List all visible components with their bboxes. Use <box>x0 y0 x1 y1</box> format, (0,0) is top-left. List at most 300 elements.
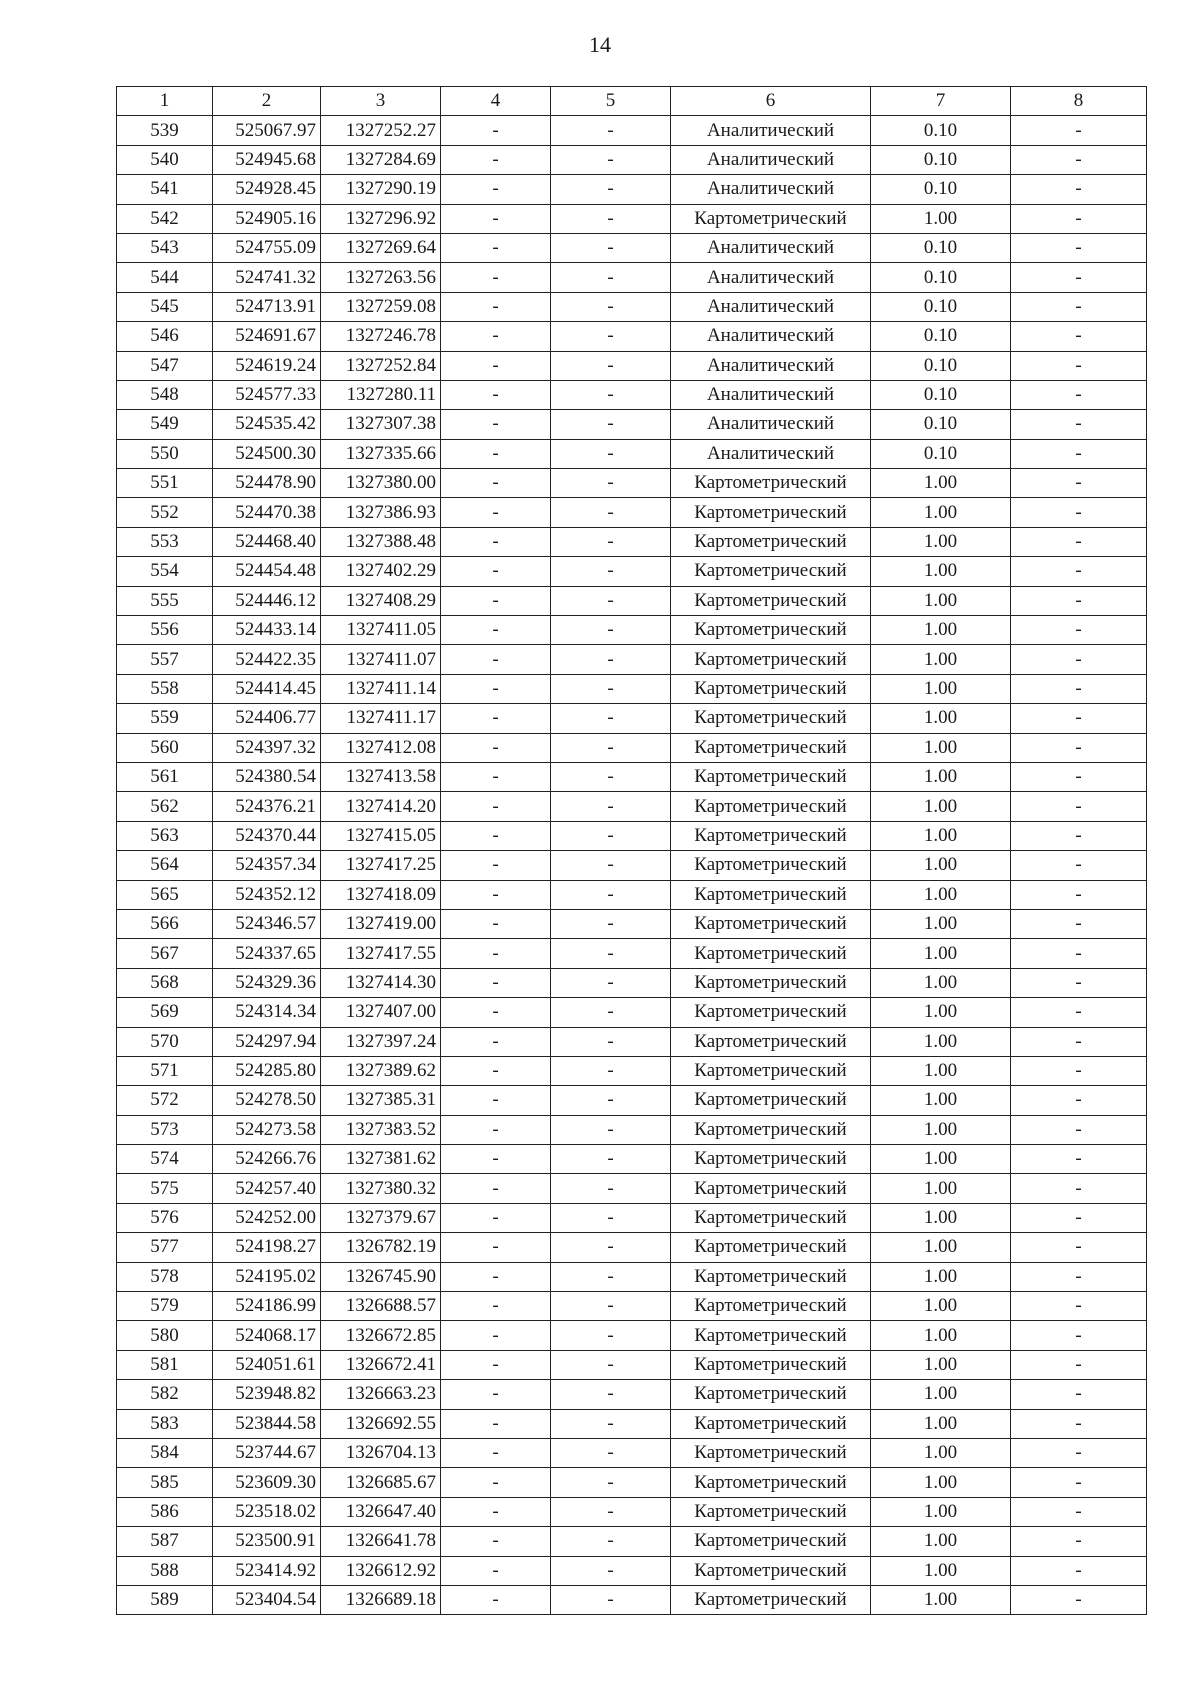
col4-cell: - <box>441 498 551 527</box>
col4-cell: - <box>441 1292 551 1321</box>
col4-cell: - <box>441 204 551 233</box>
table-row <box>117 1056 1147 1085</box>
accuracy-cell: 1.00 <box>871 1086 1011 1115</box>
method-cell: Картометрический <box>671 586 871 615</box>
col4-cell: - <box>441 469 551 498</box>
method-cell: Картометрический <box>671 557 871 586</box>
col4-cell: - <box>441 674 551 703</box>
accuracy-cell: 1.00 <box>871 998 1011 1027</box>
y-coordinate-cell: 1326672.85 <box>321 1321 441 1350</box>
y-coordinate-cell: 1326782.19 <box>321 1233 441 1262</box>
col8-cell: - <box>1011 263 1147 292</box>
col5-cell: - <box>551 1438 671 1467</box>
col8-cell: - <box>1011 292 1147 321</box>
x-coordinate-cell: 524446.12 <box>213 586 321 615</box>
point-number-cell: 542 <box>117 204 213 233</box>
table-row <box>117 233 1147 262</box>
table-row <box>117 498 1147 527</box>
y-coordinate-cell: 1327246.78 <box>321 322 441 351</box>
x-coordinate-cell: 524619.24 <box>213 351 321 380</box>
x-coordinate-cell: 524478.90 <box>213 469 321 498</box>
point-number-cell: 547 <box>117 351 213 380</box>
x-coordinate-cell: 524314.34 <box>213 998 321 1027</box>
col4-cell: - <box>441 1027 551 1056</box>
method-cell: Картометрический <box>671 1145 871 1174</box>
method-cell: Картометрический <box>671 1292 871 1321</box>
col5-cell: - <box>551 410 671 439</box>
method-cell: Картометрический <box>671 733 871 762</box>
point-number-cell: 556 <box>117 616 213 645</box>
table-row <box>117 645 1147 674</box>
col4-cell: - <box>441 380 551 409</box>
col4-cell: - <box>441 851 551 880</box>
y-coordinate-cell: 1326641.78 <box>321 1527 441 1556</box>
col4-cell: - <box>441 645 551 674</box>
col5-cell: - <box>551 1380 671 1409</box>
col4-cell: - <box>441 1497 551 1526</box>
method-cell: Картометрический <box>671 645 871 674</box>
point-number-cell: 558 <box>117 674 213 703</box>
x-coordinate-cell: 523404.54 <box>213 1585 321 1614</box>
x-coordinate-cell: 524337.65 <box>213 939 321 968</box>
col5-cell: - <box>551 204 671 233</box>
col4-cell: - <box>441 762 551 791</box>
x-coordinate-cell: 524713.91 <box>213 292 321 321</box>
coordinates-table <box>116 86 1147 1615</box>
col5-cell: - <box>551 821 671 850</box>
accuracy-cell: 0.10 <box>871 145 1011 174</box>
x-coordinate-cell: 524329.36 <box>213 968 321 997</box>
method-cell: Картометрический <box>671 1409 871 1438</box>
col5-cell: - <box>551 439 671 468</box>
point-number-cell: 575 <box>117 1174 213 1203</box>
table-row <box>117 145 1147 174</box>
col4-cell: - <box>441 821 551 850</box>
x-coordinate-cell: 524257.40 <box>213 1174 321 1203</box>
y-coordinate-cell: 1327419.00 <box>321 909 441 938</box>
table-row <box>117 1321 1147 1350</box>
col4-cell: - <box>441 145 551 174</box>
point-number-cell: 541 <box>117 175 213 204</box>
x-coordinate-cell: 524285.80 <box>213 1056 321 1085</box>
col5-cell: - <box>551 851 671 880</box>
x-coordinate-cell: 524741.32 <box>213 263 321 292</box>
col4-cell: - <box>441 1056 551 1085</box>
point-number-cell: 546 <box>117 322 213 351</box>
accuracy-cell: 1.00 <box>871 498 1011 527</box>
column-header: 6 <box>671 87 871 116</box>
accuracy-cell: 1.00 <box>871 762 1011 791</box>
col5-cell: - <box>551 1350 671 1379</box>
accuracy-cell: 0.10 <box>871 233 1011 262</box>
col4-cell: - <box>441 1438 551 1467</box>
col5-cell: - <box>551 1468 671 1497</box>
col5-cell: - <box>551 557 671 586</box>
point-number-cell: 549 <box>117 410 213 439</box>
y-coordinate-cell: 1327414.20 <box>321 792 441 821</box>
accuracy-cell: 1.00 <box>871 1438 1011 1467</box>
y-coordinate-cell: 1327411.14 <box>321 674 441 703</box>
method-cell: Картометрический <box>671 939 871 968</box>
table-row <box>117 469 1147 498</box>
accuracy-cell: 1.00 <box>871 1262 1011 1291</box>
y-coordinate-cell: 1327284.69 <box>321 145 441 174</box>
x-coordinate-cell: 524928.45 <box>213 175 321 204</box>
col5-cell: - <box>551 1174 671 1203</box>
point-number-cell: 565 <box>117 880 213 909</box>
table-row <box>117 792 1147 821</box>
method-cell: Картометрический <box>671 1174 871 1203</box>
col4-cell: - <box>441 1233 551 1262</box>
method-cell: Картометрический <box>671 1086 871 1115</box>
method-cell: Аналитический <box>671 439 871 468</box>
accuracy-cell: 1.00 <box>871 1056 1011 1085</box>
x-coordinate-cell: 524470.38 <box>213 498 321 527</box>
col4-cell: - <box>441 263 551 292</box>
col4-cell: - <box>441 1527 551 1556</box>
col5-cell: - <box>551 380 671 409</box>
col5-cell: - <box>551 968 671 997</box>
col5-cell: - <box>551 1527 671 1556</box>
y-coordinate-cell: 1327413.58 <box>321 762 441 791</box>
col5-cell: - <box>551 1321 671 1350</box>
col5-cell: - <box>551 1027 671 1056</box>
col4-cell: - <box>441 233 551 262</box>
point-number-cell: 585 <box>117 1468 213 1497</box>
accuracy-cell: 1.00 <box>871 1233 1011 1262</box>
col8-cell: - <box>1011 1585 1147 1614</box>
method-cell: Картометрический <box>671 1468 871 1497</box>
method-cell: Картометрический <box>671 1115 871 1144</box>
column-header: 4 <box>441 87 551 116</box>
table-row <box>117 616 1147 645</box>
table-row <box>117 733 1147 762</box>
col4-cell: - <box>441 410 551 439</box>
x-coordinate-cell: 523500.91 <box>213 1527 321 1556</box>
accuracy-cell: 1.00 <box>871 645 1011 674</box>
col8-cell: - <box>1011 1321 1147 1350</box>
accuracy-cell: 1.00 <box>871 880 1011 909</box>
y-coordinate-cell: 1326689.18 <box>321 1585 441 1614</box>
method-cell: Аналитический <box>671 145 871 174</box>
col8-cell: - <box>1011 1145 1147 1174</box>
point-number-cell: 586 <box>117 1497 213 1526</box>
col4-cell: - <box>441 116 551 145</box>
method-cell: Картометрический <box>671 1233 871 1262</box>
table-row <box>117 1527 1147 1556</box>
col8-cell: - <box>1011 1174 1147 1203</box>
col4-cell: - <box>441 439 551 468</box>
col5-cell: - <box>551 145 671 174</box>
col5-cell: - <box>551 1409 671 1438</box>
method-cell: Картометрический <box>671 968 871 997</box>
x-coordinate-cell: 524198.27 <box>213 1233 321 1262</box>
accuracy-cell: 1.00 <box>871 909 1011 938</box>
accuracy-cell: 1.00 <box>871 851 1011 880</box>
table-row <box>117 380 1147 409</box>
table-row <box>117 1468 1147 1497</box>
y-coordinate-cell: 1327381.62 <box>321 1145 441 1174</box>
column-header: 3 <box>321 87 441 116</box>
y-coordinate-cell: 1327386.93 <box>321 498 441 527</box>
x-coordinate-cell: 524252.00 <box>213 1203 321 1232</box>
point-number-cell: 543 <box>117 233 213 262</box>
y-coordinate-cell: 1327385.31 <box>321 1086 441 1115</box>
y-coordinate-cell: 1327259.08 <box>321 292 441 321</box>
col5-cell: - <box>551 1056 671 1085</box>
col8-cell: - <box>1011 145 1147 174</box>
col4-cell: - <box>441 1321 551 1350</box>
col5-cell: - <box>551 880 671 909</box>
point-number-cell: 580 <box>117 1321 213 1350</box>
method-cell: Картометрический <box>671 880 871 909</box>
x-coordinate-cell: 524577.33 <box>213 380 321 409</box>
col8-cell: - <box>1011 1438 1147 1467</box>
col5-cell: - <box>551 1556 671 1585</box>
col5-cell: - <box>551 351 671 380</box>
point-number-cell: 553 <box>117 527 213 556</box>
table-header-row <box>117 87 1147 116</box>
method-cell: Картометрический <box>671 1497 871 1526</box>
col4-cell: - <box>441 1262 551 1291</box>
point-number-cell: 576 <box>117 1203 213 1232</box>
point-number-cell: 569 <box>117 998 213 1027</box>
col5-cell: - <box>551 645 671 674</box>
y-coordinate-cell: 1327383.52 <box>321 1115 441 1144</box>
accuracy-cell: 1.00 <box>871 469 1011 498</box>
y-coordinate-cell: 1327415.05 <box>321 821 441 850</box>
col4-cell: - <box>441 322 551 351</box>
accuracy-cell: 0.10 <box>871 380 1011 409</box>
y-coordinate-cell: 1326685.67 <box>321 1468 441 1497</box>
method-cell: Картометрический <box>671 792 871 821</box>
table-row <box>117 1380 1147 1409</box>
table-row <box>117 1262 1147 1291</box>
x-coordinate-cell: 524535.42 <box>213 410 321 439</box>
y-coordinate-cell: 1327252.84 <box>321 351 441 380</box>
accuracy-cell: 1.00 <box>871 1380 1011 1409</box>
table-row <box>117 1086 1147 1115</box>
table-row <box>117 821 1147 850</box>
x-coordinate-cell: 524468.40 <box>213 527 321 556</box>
table-row <box>117 175 1147 204</box>
accuracy-cell: 0.10 <box>871 263 1011 292</box>
y-coordinate-cell: 1327380.00 <box>321 469 441 498</box>
method-cell: Картометрический <box>671 527 871 556</box>
col8-cell: - <box>1011 821 1147 850</box>
col4-cell: - <box>441 1585 551 1614</box>
y-coordinate-cell: 1327408.29 <box>321 586 441 615</box>
col8-cell: - <box>1011 1086 1147 1115</box>
x-coordinate-cell: 524297.94 <box>213 1027 321 1056</box>
col5-cell: - <box>551 1497 671 1526</box>
y-coordinate-cell: 1326745.90 <box>321 1262 441 1291</box>
col8-cell: - <box>1011 880 1147 909</box>
accuracy-cell: 1.00 <box>871 821 1011 850</box>
table-row <box>117 674 1147 703</box>
accuracy-cell: 1.00 <box>871 704 1011 733</box>
column-header: 1 <box>117 87 213 116</box>
method-cell: Картометрический <box>671 1262 871 1291</box>
col8-cell: - <box>1011 1527 1147 1556</box>
method-cell: Картометрический <box>671 762 871 791</box>
y-coordinate-cell: 1327411.07 <box>321 645 441 674</box>
accuracy-cell: 1.00 <box>871 1468 1011 1497</box>
col5-cell: - <box>551 175 671 204</box>
y-coordinate-cell: 1327402.29 <box>321 557 441 586</box>
method-cell: Картометрический <box>671 498 871 527</box>
y-coordinate-cell: 1327412.08 <box>321 733 441 762</box>
col8-cell: - <box>1011 439 1147 468</box>
col5-cell: - <box>551 586 671 615</box>
col8-cell: - <box>1011 1115 1147 1144</box>
col8-cell: - <box>1011 733 1147 762</box>
y-coordinate-cell: 1327307.38 <box>321 410 441 439</box>
col8-cell: - <box>1011 909 1147 938</box>
accuracy-cell: 1.00 <box>871 674 1011 703</box>
column-header: 2 <box>213 87 321 116</box>
table-body <box>117 116 1147 1615</box>
col8-cell: - <box>1011 322 1147 351</box>
y-coordinate-cell: 1327379.67 <box>321 1203 441 1232</box>
point-number-cell: 566 <box>117 909 213 938</box>
point-number-cell: 540 <box>117 145 213 174</box>
col8-cell: - <box>1011 1203 1147 1232</box>
col4-cell: - <box>441 175 551 204</box>
accuracy-cell: 0.10 <box>871 175 1011 204</box>
column-header: 7 <box>871 87 1011 116</box>
x-coordinate-cell: 523844.58 <box>213 1409 321 1438</box>
col5-cell: - <box>551 1585 671 1614</box>
col4-cell: - <box>441 527 551 556</box>
col5-cell: - <box>551 527 671 556</box>
accuracy-cell: 1.00 <box>871 1292 1011 1321</box>
method-cell: Картометрический <box>671 1585 871 1614</box>
x-coordinate-cell: 524273.58 <box>213 1115 321 1144</box>
accuracy-cell: 1.00 <box>871 1409 1011 1438</box>
table-row <box>117 322 1147 351</box>
method-cell: Картометрический <box>671 998 871 1027</box>
col8-cell: - <box>1011 351 1147 380</box>
y-coordinate-cell: 1326647.40 <box>321 1497 441 1526</box>
col8-cell: - <box>1011 1292 1147 1321</box>
col8-cell: - <box>1011 1556 1147 1585</box>
point-number-cell: 581 <box>117 1350 213 1379</box>
point-number-cell: 560 <box>117 733 213 762</box>
page-number: 14 <box>589 32 611 57</box>
x-coordinate-cell: 524422.35 <box>213 645 321 674</box>
table-row <box>117 586 1147 615</box>
point-number-cell: 572 <box>117 1086 213 1115</box>
col4-cell: - <box>441 616 551 645</box>
point-number-cell: 583 <box>117 1409 213 1438</box>
x-coordinate-cell: 524433.14 <box>213 616 321 645</box>
y-coordinate-cell: 1327389.62 <box>321 1056 441 1085</box>
col8-cell: - <box>1011 1409 1147 1438</box>
x-coordinate-cell: 523609.30 <box>213 1468 321 1497</box>
y-coordinate-cell: 1327290.19 <box>321 175 441 204</box>
method-cell: Аналитический <box>671 410 871 439</box>
accuracy-cell: 1.00 <box>871 1321 1011 1350</box>
accuracy-cell: 1.00 <box>871 1350 1011 1379</box>
method-cell: Картометрический <box>671 1527 871 1556</box>
col5-cell: - <box>551 469 671 498</box>
method-cell: Картометрический <box>671 616 871 645</box>
point-number-cell: 564 <box>117 851 213 880</box>
x-coordinate-cell: 523744.67 <box>213 1438 321 1467</box>
point-number-cell: 567 <box>117 939 213 968</box>
accuracy-cell: 1.00 <box>871 527 1011 556</box>
col4-cell: - <box>441 1468 551 1497</box>
table-row <box>117 1027 1147 1056</box>
method-cell: Картометрический <box>671 821 871 850</box>
col5-cell: - <box>551 733 671 762</box>
point-number-cell: 555 <box>117 586 213 615</box>
col8-cell: - <box>1011 116 1147 145</box>
method-cell: Картометрический <box>671 1321 871 1350</box>
point-number-cell: 571 <box>117 1056 213 1085</box>
x-coordinate-cell: 524691.67 <box>213 322 321 351</box>
table-row <box>117 968 1147 997</box>
col4-cell: - <box>441 557 551 586</box>
y-coordinate-cell: 1327296.92 <box>321 204 441 233</box>
col5-cell: - <box>551 1145 671 1174</box>
col8-cell: - <box>1011 1380 1147 1409</box>
table-row <box>117 1409 1147 1438</box>
col4-cell: - <box>441 1203 551 1232</box>
accuracy-cell: 1.00 <box>871 1174 1011 1203</box>
x-coordinate-cell: 523948.82 <box>213 1380 321 1409</box>
col4-cell: - <box>441 1556 551 1585</box>
table-row <box>117 1292 1147 1321</box>
table-row <box>117 116 1147 145</box>
point-number-cell: 573 <box>117 1115 213 1144</box>
x-coordinate-cell: 524945.68 <box>213 145 321 174</box>
table-row <box>117 1556 1147 1585</box>
y-coordinate-cell: 1326688.57 <box>321 1292 441 1321</box>
accuracy-cell: 1.00 <box>871 1497 1011 1526</box>
col8-cell: - <box>1011 557 1147 586</box>
col8-cell: - <box>1011 674 1147 703</box>
table-row <box>117 527 1147 556</box>
point-number-cell: 570 <box>117 1027 213 1056</box>
col5-cell: - <box>551 939 671 968</box>
col8-cell: - <box>1011 1468 1147 1497</box>
method-cell: Аналитический <box>671 116 871 145</box>
y-coordinate-cell: 1327335.66 <box>321 439 441 468</box>
col5-cell: - <box>551 1086 671 1115</box>
table-row <box>117 851 1147 880</box>
table-row <box>117 439 1147 468</box>
col4-cell: - <box>441 292 551 321</box>
method-cell: Картометрический <box>671 1056 871 1085</box>
col5-cell: - <box>551 998 671 1027</box>
x-coordinate-cell: 524406.77 <box>213 704 321 733</box>
x-coordinate-cell: 523518.02 <box>213 1497 321 1526</box>
point-number-cell: 554 <box>117 557 213 586</box>
point-number-cell: 577 <box>117 1233 213 1262</box>
y-coordinate-cell: 1327414.30 <box>321 968 441 997</box>
accuracy-cell: 1.00 <box>871 586 1011 615</box>
method-cell: Аналитический <box>671 292 871 321</box>
col4-cell: - <box>441 998 551 1027</box>
col5-cell: - <box>551 704 671 733</box>
table-row <box>117 1350 1147 1379</box>
point-number-cell: 550 <box>117 439 213 468</box>
table-row <box>117 351 1147 380</box>
accuracy-cell: 0.10 <box>871 439 1011 468</box>
x-coordinate-cell: 525067.97 <box>213 116 321 145</box>
